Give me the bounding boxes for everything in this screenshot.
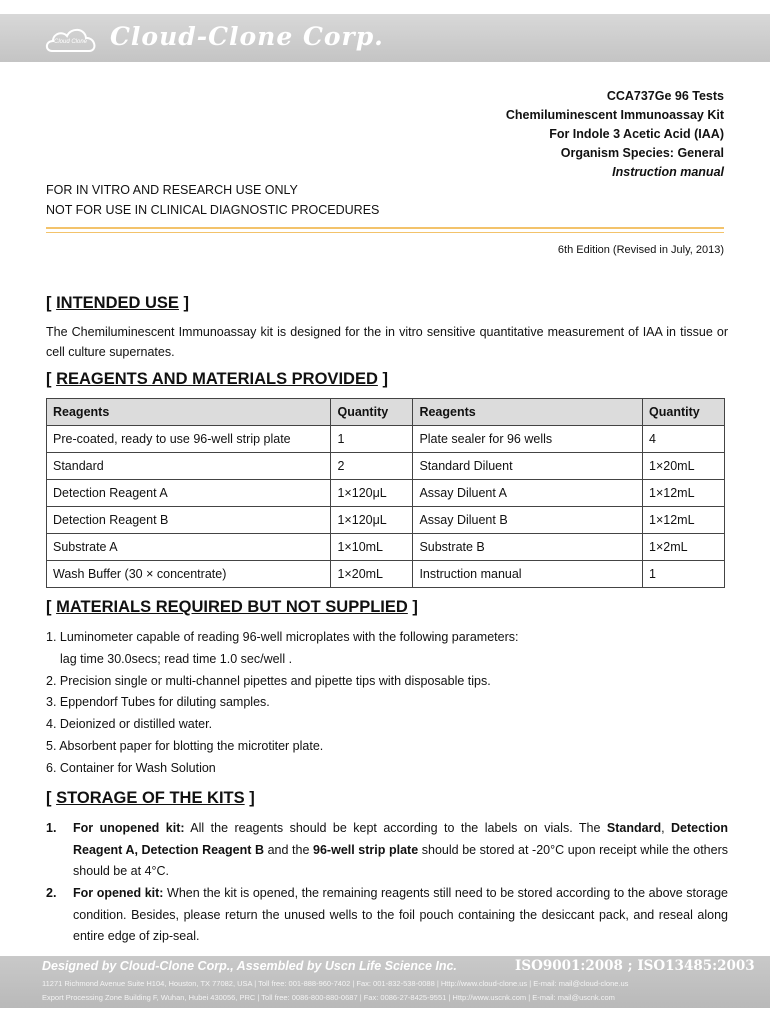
table-cell: 1×20mL — [643, 453, 725, 480]
footer-address-cn: Export Processing Zone Building F, Wuhan, Hubei 430056, PRC | Toll free: 0086-800-880-0687 | Fax: 0086-27-8425-9551 | Http://www.uscnk.com | E-mail: mail@uscnk.com — [42, 993, 615, 1002]
document-type: Instruction manual — [612, 165, 724, 179]
list-item: 6. Container for Wash Solution — [46, 761, 216, 775]
organism-species: Organism Species: General — [560, 146, 724, 160]
table-row — [47, 453, 725, 480]
footer-designed-by: Designed by Cloud-Clone Corp., Assembled by Uscn Life Science Inc. — [42, 959, 457, 973]
section-heading-reagents: [ REAGENTS AND MATERIALS PROVIDED ] — [46, 370, 388, 388]
table-cell: Instruction manual — [413, 561, 643, 588]
text-run-bold: 96-well strip plate — [313, 842, 419, 857]
storage-unopened-text — [73, 818, 728, 883]
section-heading-materials-required: [ MATERIALS REQUIRED BUT NOT SUPPLIED ] — [46, 598, 418, 616]
table-cell: Detection Reagent B — [47, 507, 331, 534]
table-cell: Assay Diluent A — [413, 480, 643, 507]
footer-iso: ISO9001:2008 ; ISO13485:2003 — [515, 958, 755, 974]
section-heading-intended-use: [ INTENDED USE ] — [46, 294, 190, 312]
table-cell: 1×12mL — [643, 507, 725, 534]
section-title: STORAGE OF THE KITS — [56, 789, 245, 807]
company-logo-text: Cloud-Clone Corp. — [110, 22, 384, 51]
table-cell: Wash Buffer (30 × concentrate) — [47, 561, 331, 588]
table-cell: Plate sealer for 96 wells — [413, 426, 643, 453]
table-cell: 1×10mL — [331, 534, 413, 561]
table-cell: 1×120μL — [331, 507, 413, 534]
column-header: Reagents — [413, 399, 643, 426]
intended-use-text: The Chemiluminescent Immunoassay kit is designed for the in vitro sensitive quantitative measurement of IAA in tissue or cell culture supernates. — [46, 325, 728, 359]
edition-text: 6th Edition (Revised in July, 2013) — [557, 244, 724, 256]
list-number: 1. — [46, 821, 57, 835]
section-heading-storage: [ STORAGE OF THE KITS ] — [46, 789, 255, 807]
divider — [46, 232, 724, 233]
text-run-bold: Standard — [606, 821, 662, 835]
text-run: and the — [264, 842, 314, 857]
product-type: Chemiluminescent Immunoassay Kit — [505, 108, 724, 122]
table-cell: 1×120μL — [331, 480, 413, 507]
text-run-bold: Detection Reagent A, Detection Reagent B — [73, 821, 728, 857]
table-cell: Substrate B — [413, 534, 643, 561]
logo-small-text: Cloud Clone — [54, 39, 88, 45]
column-header: Quantity — [643, 399, 725, 426]
section-title: REAGENTS AND MATERIALS PROVIDED — [56, 370, 378, 388]
product-target: For Indole 3 Acetic Acid (IAA) — [549, 127, 724, 141]
table-cell: Assay Diluent B — [413, 507, 643, 534]
table-cell: Pre-coated, ready to use 96-well strip plate — [47, 426, 331, 453]
table-cell: 4 — [643, 426, 725, 453]
text-run: When the kit is opened, the remaining reagents still need to be stored according to the above storage condition. Besides, please return the unused wells to the foil pouch containing the desiccant pack, and reseal along entire edge of zip-seal. — [73, 886, 728, 943]
list-item: 2. Precision single or multi-channel pipettes and pipette tips with disposable tips. — [46, 674, 491, 688]
table-cell: 1 — [643, 561, 725, 588]
notice-research-use: FOR IN VITRO AND RESEARCH USE ONLY — [46, 183, 298, 197]
column-header: Reagents — [47, 399, 331, 426]
text-run: All the reagents should be kept according to the labels on vials. The — [184, 821, 607, 835]
storage-lead: For unopened kit: — [73, 821, 185, 835]
list-item: lag time 30.0secs; read time 1.0 sec/well . — [60, 652, 293, 666]
table-row — [47, 534, 725, 561]
list-item: 3. Eppendorf Tubes for diluting samples. — [46, 695, 270, 709]
cloud-logo-icon — [44, 24, 100, 56]
section-title: MATERIALS REQUIRED BUT NOT SUPPLIED — [56, 598, 408, 616]
table-cell: 2 — [331, 453, 413, 480]
table-cell: 1×12mL — [643, 480, 725, 507]
table-cell: Substrate A — [47, 534, 331, 561]
catalog-number: CCA737Ge 96 Tests — [606, 89, 724, 103]
table-row — [47, 507, 725, 534]
text-run: , — [661, 821, 672, 835]
divider — [46, 227, 724, 229]
table-cell: 1 — [331, 426, 413, 453]
table-row — [47, 480, 725, 507]
table-cell: 1×2mL — [643, 534, 725, 561]
table-cell: Detection Reagent A — [47, 480, 331, 507]
table-cell: Standard — [47, 453, 331, 480]
table-row — [47, 561, 725, 588]
table-cell: 1×20mL — [331, 561, 413, 588]
list-number: 2. — [46, 886, 57, 900]
storage-opened-text — [73, 883, 728, 948]
table-cell: Standard Diluent — [413, 453, 643, 480]
footer-address-us: 11271 Richmond Avenue Suite H104, Houston, TX 77082, USA | Toll free: 001-888-960-7402 | Fax: 001-832-538-0088 | Http://www.cloud-clone.us | E-mail: mail@cloud-clone.us — [42, 979, 629, 988]
reagents-table — [46, 398, 725, 588]
section-title: INTENDED USE — [56, 294, 179, 312]
table-header-row — [47, 399, 725, 426]
notice-not-clinical: NOT FOR USE IN CLINICAL DIAGNOSTIC PROCEDURES — [46, 203, 380, 217]
text-run: should be stored at -20°C upon receipt while the others should be at 4°C. — [73, 842, 729, 878]
list-item: 5. Absorbent paper for blotting the microtiter plate. — [46, 739, 324, 753]
list-item: 1. Luminometer capable of reading 96-well microplates with the following parameters: — [46, 630, 519, 644]
table-row — [47, 426, 725, 453]
column-header: Quantity — [331, 399, 413, 426]
list-item: 4. Deionized or distilled water. — [46, 717, 213, 731]
storage-lead: For opened kit: — [73, 886, 164, 900]
